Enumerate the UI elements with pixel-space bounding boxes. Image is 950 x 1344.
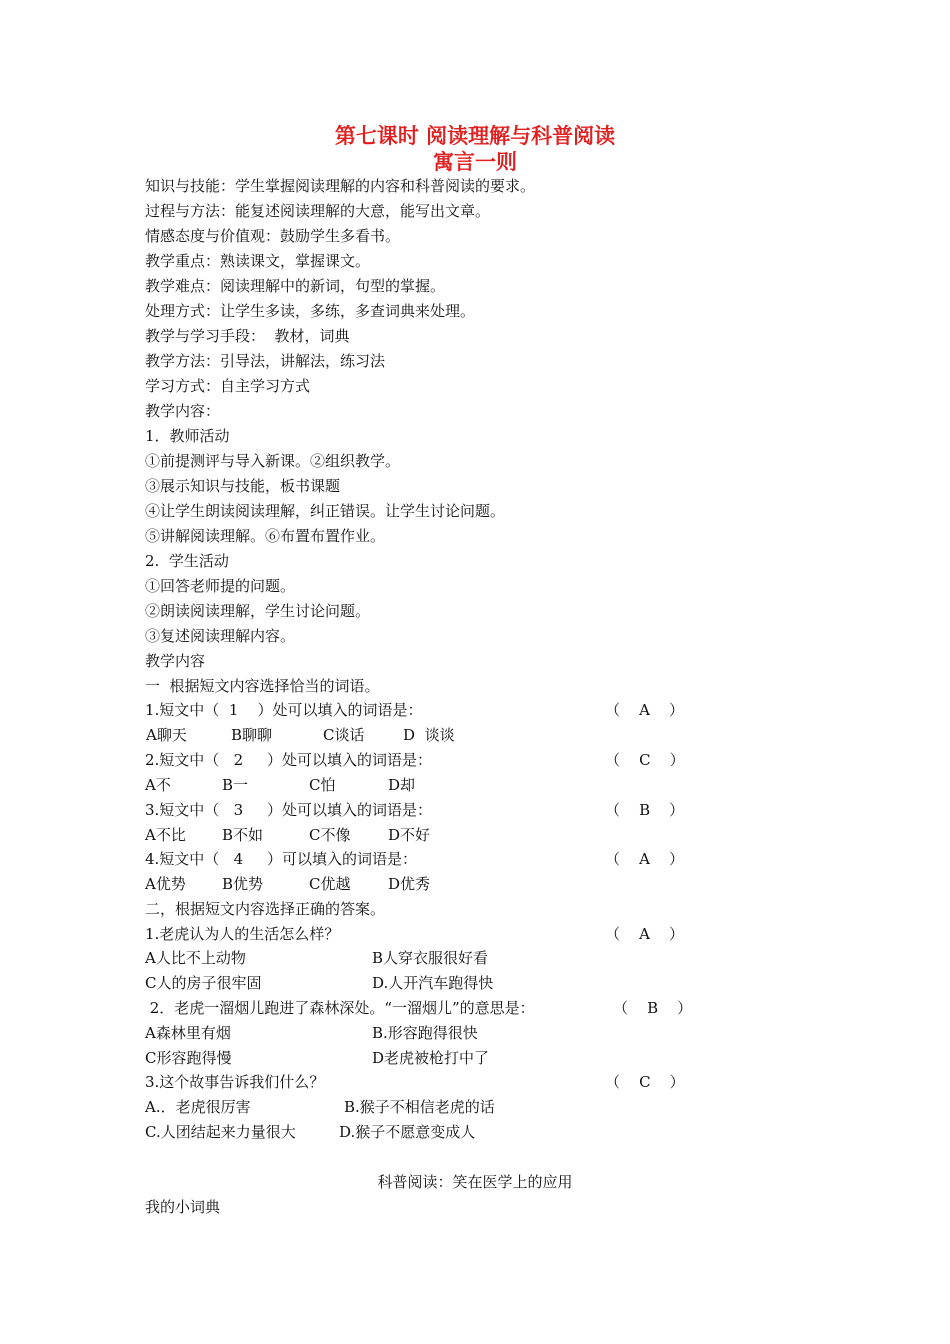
intro-line: 教学难点：阅读理解中的新词，句型的掌握。 (145, 277, 446, 295)
option: A.．老虎很厉害 (145, 1098, 251, 1116)
option: D不好 (388, 826, 431, 844)
question: 1.老虎认为人的生活怎么样？ (145, 925, 340, 943)
intro-line: 知识与技能：学生掌握阅读理解的内容和科普阅读的要求。 (145, 177, 536, 195)
option: B聊聊 (231, 726, 273, 744)
intro-line: ③复述阅读理解内容。 (145, 627, 296, 645)
intro-line: 教学内容： (145, 402, 221, 420)
intro-line: 1．教师活动 (145, 427, 230, 445)
option: A不比 (145, 826, 186, 844)
section-heading: 二，根据短文内容选择正确的答案。 (145, 900, 386, 918)
intro-line: 情感态度与价值观：鼓励学生多看书。 (145, 227, 401, 245)
question: 2.短文中（ 2 ）处可以填入的词语是： (145, 751, 433, 769)
question: 4.短文中（ 4 ）可以填入的词语是： (145, 850, 418, 868)
dictionary-heading: 我的小词典 (145, 1198, 221, 1216)
intro-line: 学习方式：自主学习方式 (145, 377, 311, 395)
intro-line: 一 根据短文内容选择恰当的词语。 (145, 677, 380, 695)
option: D 谈谈 (403, 726, 455, 744)
intro-line: 2. 学生活动 (145, 552, 229, 570)
science-heading: 科普阅读：笑在医学上的应用 (377, 1173, 573, 1191)
intro-line: ⑤讲解阅读理解。⑥布置布置作业。 (145, 527, 386, 545)
intro-line: 过程与方法：能复述阅读理解的大意，能写出文章。 (145, 202, 491, 220)
answer: （ C ） (605, 1073, 685, 1091)
option: C形容跑得慢 (145, 1049, 232, 1067)
intro-line: ②朗读阅读理解，学生讨论问题。 (145, 602, 371, 620)
option: D却 (388, 776, 416, 794)
intro-line: ④让学生朗读阅读理解，纠正错误。让学生讨论问题。 (145, 502, 506, 520)
question: 1.短文中（ 1 ）处可以填入的词语是： (145, 701, 423, 719)
option: D.猴子不愿意变成人 (339, 1123, 476, 1141)
page-subtitle: 寓言一则 (433, 149, 517, 174)
option: A聊天 (146, 726, 187, 744)
intro-line: 处理方式：让学生多读，多练，多查词典来处理。 (145, 302, 476, 320)
option: C.人团结起来力量很大 (145, 1123, 296, 1141)
option: B优势 (222, 875, 264, 893)
option: C人的房子很牢固 (145, 974, 262, 992)
option: A优势 (145, 875, 186, 893)
intro-line: ①回答老师提的问题。 (145, 577, 296, 595)
intro-line: 教学方法：引导法，讲解法，练习法 (145, 352, 386, 370)
question: 3.这个故事告诉我们什么？ (145, 1073, 325, 1091)
option: B人穿衣服很好看 (372, 949, 489, 967)
answer: （ B ） (613, 999, 693, 1017)
answer: （ A ） (605, 701, 684, 719)
intro-line: 教学与学习手段： 教材，词典 (145, 327, 350, 345)
question: 3.短文中（ 3 ）处可以填入的词语是： (145, 801, 433, 819)
page-title: 第七课时 阅读理解与科普阅读 (334, 123, 616, 148)
option: D老虎被枪打中了 (372, 1049, 490, 1067)
answer: （ C ） (605, 751, 685, 769)
option: C优越 (309, 875, 351, 893)
option: B一 (222, 776, 249, 794)
answer: （ A ） (605, 925, 684, 943)
answer: （ B ） (605, 801, 685, 819)
option: C谈话 (323, 726, 365, 744)
question: 2．老虎一溜烟儿跑进了森林深处。“一溜烟儿”的意思是： (145, 999, 535, 1017)
intro-line: ③展示知识与技能，板书课题 (145, 477, 341, 495)
intro-line: 教学重点：熟读课文，掌握课文。 (145, 252, 371, 270)
option: B.形容跑得很快 (372, 1024, 478, 1042)
option: A森林里有烟 (145, 1024, 231, 1042)
option: D优秀 (388, 875, 431, 893)
answer: （ A ） (605, 850, 684, 868)
option: B.猴子不相信老虎的话 (344, 1098, 495, 1116)
option: C不像 (309, 826, 351, 844)
intro-line: ①前提测评与导入新课。②组织教学。 (145, 452, 401, 470)
intro-line: 教学内容 (145, 652, 206, 670)
option: A不 (145, 776, 171, 794)
option: D.人开汽车跑得快 (372, 974, 494, 992)
option: A人比不上动物 (145, 949, 246, 967)
option: B不如 (222, 826, 264, 844)
option: C怕 (309, 776, 336, 794)
